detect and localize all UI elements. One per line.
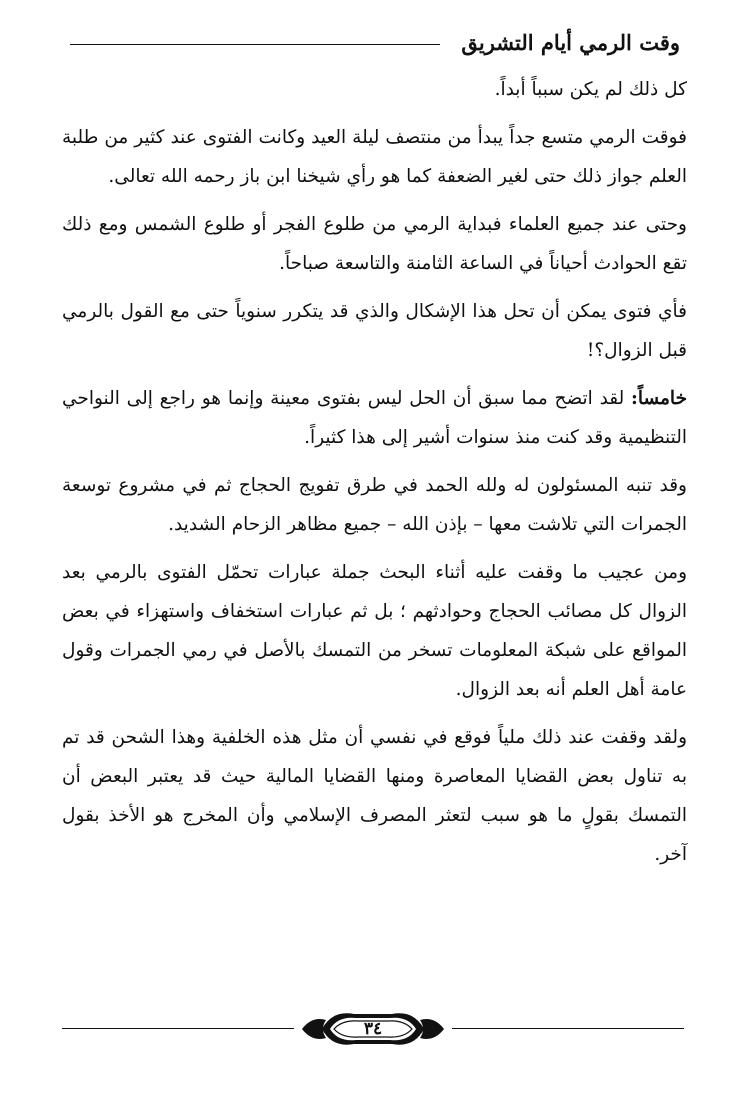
footer-rule-right [452, 1028, 684, 1029]
paragraph [62, 379, 687, 457]
paragraph-text: فأي فتوى يمكن أن تحل هذا الإشكال والذي قد يتكرر سنوياً حتى مع القول بالرمي قبل الزوال؟! [62, 301, 687, 361]
header-rule [70, 44, 440, 45]
paragraph-text: لقد اتضح مما سبق أن الحل ليس بفتوى معينة وإنما هو راجع إلى النواحي التنظيمية وقد كنت منذ سنوات أشير إلى هذا كثيراً. [62, 388, 687, 448]
running-header-title: وقت الرمي أيام التشريق [461, 30, 680, 55]
paragraph-text: وحتى عند جميع العلماء فبداية الرمي من طلوع الفجر أو طلوع الشمس ومع ذلك تقع الحوادث أحياناً في الساعة الثامنة والتاسعة صباحاً. [62, 214, 687, 274]
footer-rule-left [62, 1028, 294, 1029]
paragraph [62, 553, 687, 709]
paragraph-text: كل ذلك لم يكن سبباً أبداً. [494, 79, 687, 100]
paragraph-text: ولقد وقفت عند ذلك ملياً فوقع في نفسي أن مثل هذه الخلفية وهذا الشحن قد تم به تناول بعض القضايا المعاصرة ومنها القضايا المالية حيث قد يعتبر البعض أن التمسك بقولٍ ما هو سبب لتعثر المصرف الإسلامي وأن المخرج هو الأخذ بقول آخر. [62, 727, 687, 865]
paragraph [62, 718, 687, 874]
paragraph [62, 70, 687, 109]
running-header [70, 28, 680, 58]
paragraph [62, 292, 687, 370]
page-number: ٣٤ [363, 1019, 383, 1039]
page-footer [62, 1008, 684, 1050]
paragraph [62, 466, 687, 544]
paragraph [62, 205, 687, 283]
page-body [62, 70, 687, 883]
paragraph-text: وقد تنبه المسئولون له ولله الحمد في طرق تفويج الحجاج ثم في مشروع توسعة الجمرات التي تلاشت معها – بإذن الله – جميع مظاهر الزحام الشديد. [62, 475, 687, 535]
paragraph [62, 118, 687, 196]
paragraph-text: فوقت الرمي متسع جداً يبدأ من منتصف ليلة العيد وكانت الفتوى عند كثير من طلبة العلم جواز ذلك حتى لغير الضعفة كما هو رأي شيخنا ابن باز رحمه الله تعالى. [62, 127, 687, 187]
paragraph-text: ومن عجيب ما وقفت عليه أثناء البحث جملة عبارات تحمّل الفتوى بالرمي بعد الزوال كل مصائب الحجاج وحوادثهم ؛ بل ثم عبارات استخفاف واستهزاء في بعض المواقع على شبكة المعلومات تسخر من التمسك بالأصل في رمي الجمرات وقول عامة أهل العلم أنه بعد الزوال. [62, 562, 687, 700]
paragraph-lead: خامساً: [631, 388, 687, 409]
